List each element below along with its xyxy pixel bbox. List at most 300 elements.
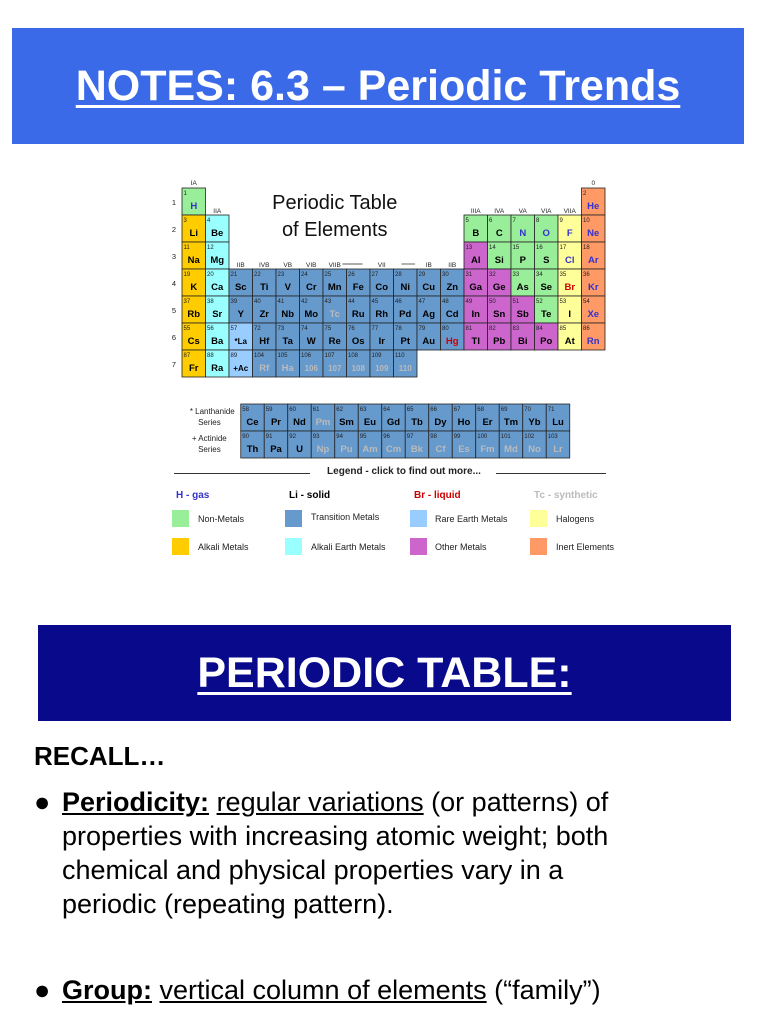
group-label: IIA [213,208,222,215]
element-cell-P[interactable] [511,242,535,269]
atomic-number: 91 [265,434,273,440]
element-cell-No[interactable] [523,431,547,458]
element-symbol: As [516,282,529,293]
swatch-halogens[interactable] [530,510,547,527]
atomic-number: 32 [489,272,496,278]
element-symbol: Ru [351,309,365,320]
legend-state-synthetic: Tc - synthetic [534,490,598,501]
element-cell-Sm[interactable] [335,404,359,431]
element-cell-Ho[interactable] [452,404,476,431]
lanthanide-label: Series [198,418,221,427]
element-symbol: I [568,309,572,320]
atomic-number: 80 [442,326,449,332]
element-symbol: At [564,336,575,347]
group-label: IIIA [470,208,481,215]
element-cell-Sn[interactable] [488,296,512,323]
periodic-table-title: Periodic Table [272,192,398,214]
element-cell-Ga[interactable] [464,269,488,296]
element-cell-F[interactable] [558,215,582,242]
element-cell-Ar[interactable] [582,242,606,269]
element-cell-Cu[interactable] [417,269,441,296]
element-cell-He[interactable] [582,188,606,215]
legend-alkaline-earth[interactable]: Alkali Earth Metals [311,542,386,552]
atomic-number: 3 [183,218,187,224]
atomic-number: 20 [207,272,214,278]
element-cell-Cr[interactable] [300,269,324,296]
element-cell-Lr[interactable] [546,431,570,458]
element-cell-H[interactable] [182,188,206,215]
element-cell-*La[interactable] [229,323,253,350]
element-cell-Sb[interactable] [511,296,535,323]
element-cell-Nb[interactable] [276,296,300,323]
element-cell-Bi[interactable] [511,323,535,350]
swatch-other[interactable] [410,538,427,555]
element-symbol: Bk [410,444,424,455]
element-symbol: +Ac [233,364,249,373]
atomic-number: 55 [183,326,191,332]
legend-rule-left [174,473,310,474]
legend-alkali[interactable]: Alkali Metals [198,542,249,552]
element-cell-Fe[interactable] [347,269,371,296]
element-symbol: Sm [339,417,354,428]
element-cell-+Ac[interactable] [229,350,253,377]
element-cell-Bk[interactable] [405,431,429,458]
element-cell-Am[interactable] [358,431,382,458]
element-cell-U[interactable] [288,431,312,458]
element-symbol: Xe [587,309,600,320]
periodicity-text-2: properties with increasing atomic weight; both [62,821,609,851]
element-symbol: He [587,201,600,212]
atomic-number: 72 [254,326,261,332]
element-symbol: Tc [329,309,340,320]
legend-halogens[interactable]: Halogens [556,514,595,524]
atomic-number: 16 [536,245,543,251]
element-symbol: Am [362,444,378,455]
element-cell-Sc[interactable] [229,269,253,296]
section-banner [38,625,731,721]
element-cell-Rf[interactable] [253,350,277,377]
element-symbol: Os [351,336,365,347]
element-cell-Rh[interactable] [370,296,394,323]
element-cell-Np[interactable] [311,431,335,458]
element-symbol: Se [540,282,553,293]
atomic-number: 49 [465,299,473,305]
element-cell-Rn[interactable] [582,323,606,350]
group-label: VIA [541,208,552,215]
element-symbol: Re [328,336,341,347]
element-symbol: K [190,282,198,293]
atomic-number: 68 [477,407,484,413]
element-symbol: Hf [259,336,270,347]
element-symbol: Pr [270,417,282,428]
atomic-number: 21 [230,272,238,278]
element-cell-Fr[interactable] [182,350,206,377]
element-symbol: Rh [375,309,389,320]
atomic-number: 37 [183,299,191,305]
atomic-number: 62 [336,407,343,413]
element-cell-Re[interactable] [323,323,347,350]
element-cell-Hf[interactable] [253,323,277,350]
element-cell-S[interactable] [535,242,559,269]
atomic-number: 67 [453,407,461,413]
element-cell-Mn[interactable] [323,269,347,296]
element-cell-Pu[interactable] [335,431,359,458]
atomic-number: 27 [371,272,379,278]
element-cell-Zr[interactable] [253,296,277,323]
atomic-number: 105 [277,353,288,359]
legend-inert[interactable]: Inert Elements [556,542,615,552]
element-symbol: Yb [528,417,541,428]
element-cell-107[interactable] [323,350,347,377]
atomic-number: 79 [418,326,426,332]
legend-other[interactable]: Other Metals [435,542,487,552]
element-cell-Cf[interactable] [429,431,453,458]
element-cell-Dy[interactable] [429,404,453,431]
element-cell-Si[interactable] [488,242,512,269]
atomic-number: 42 [301,299,308,305]
atomic-number: 7 [512,218,516,224]
legend-header [174,466,606,480]
atomic-number: 6 [489,218,493,224]
element-symbol: Ti [260,282,269,293]
element-cell-Es[interactable] [452,431,476,458]
element-symbol: Tm [503,417,519,428]
atomic-number: 36 [583,272,590,278]
atomic-number: 96 [383,434,390,440]
swatch-rare-earth[interactable] [410,510,427,527]
element-symbol: Dy [434,417,447,428]
element-symbol: Ra [211,363,224,374]
element-symbol: Ni [400,282,410,293]
element-cell-B[interactable] [464,215,488,242]
element-symbol: Ge [492,282,506,293]
element-symbol: Sb [516,309,529,320]
element-cell-Cd[interactable] [441,296,465,323]
atomic-number: 101 [500,434,511,440]
element-cell-Ni[interactable] [394,269,418,296]
atomic-number: 25 [324,272,332,278]
element-symbol: Pm [315,417,331,428]
atomic-number: 95 [359,434,367,440]
atomic-number: 31 [465,272,473,278]
period-label: 6 [171,333,177,342]
group-label: 0 [591,180,596,187]
element-cell-109[interactable] [370,350,394,377]
atomic-number: 85 [559,326,567,332]
atomic-number: 93 [312,434,320,440]
element-cell-N[interactable] [511,215,535,242]
element-symbol: Hg [445,336,459,347]
element-cell-Te[interactable] [535,296,559,323]
atomic-number: 70 [524,407,531,413]
element-symbol: Kr [587,282,599,293]
element-symbol: 108 [351,364,365,373]
element-cell-Ta[interactable] [276,323,300,350]
atomic-number: 22 [254,272,261,278]
atomic-number: 94 [336,434,343,440]
element-cell-As[interactable] [511,269,535,296]
element-cell-Po[interactable] [535,323,559,350]
atomic-number: 63 [359,407,367,413]
element-cell-Cs[interactable] [182,323,206,350]
atomic-number: 4 [207,218,211,224]
element-symbol: Nd [293,417,306,428]
element-cell-Er[interactable] [476,404,500,431]
periodic-table-grid[interactable] [164,176,624,466]
element-cell-Pt[interactable] [394,323,418,350]
atomic-number: 84 [536,326,543,332]
atomic-number: 73 [277,326,285,332]
atomic-number: 64 [383,407,390,413]
legend-transition[interactable]: Transition Metals [311,512,380,522]
swatch-alkaline-earth[interactable] [285,538,302,555]
periodic-table-figure [164,176,624,561]
element-cell-Ba[interactable] [206,323,230,350]
atomic-number: 19 [183,272,191,278]
group-label: IB [425,262,432,269]
element-symbol: Bi [518,336,528,347]
element-cell-Hg[interactable] [441,323,465,350]
period-label: 1 [171,198,177,207]
element-cell-Pb[interactable] [488,323,512,350]
element-symbol: No [528,444,541,455]
element-symbol: Co [375,282,389,293]
element-cell-Br[interactable] [558,269,582,296]
element-symbol: Ce [246,417,259,428]
atomic-number: 65 [406,407,414,413]
element-cell-Pm[interactable] [311,404,335,431]
element-cell-Tl[interactable] [464,323,488,350]
period-label: 4 [171,279,177,288]
atomic-number: 81 [465,326,473,332]
atomic-number: 87 [183,353,191,359]
element-cell-Al[interactable] [464,242,488,269]
element-cell-Zn[interactable] [441,269,465,296]
atomic-number: 97 [406,434,414,440]
group-label: VII [377,262,386,269]
atomic-number: 18 [583,245,590,251]
element-cell-Tb[interactable] [405,404,429,431]
atomic-number: 46 [395,299,402,305]
atomic-number: 71 [547,407,555,413]
atomic-number: 89 [230,353,238,359]
element-cell-Sr[interactable] [206,296,230,323]
element-cell-Pd[interactable] [394,296,418,323]
element-symbol: Sn [493,309,506,320]
legend-title[interactable]: Legend - click to find out more... [327,466,481,477]
atomic-number: 59 [265,407,273,413]
element-symbol: Pt [400,336,410,347]
element-cell-Ag[interactable] [417,296,441,323]
atomic-number: 15 [512,245,520,251]
element-cell-Mo[interactable] [300,296,324,323]
periodicity-text-4: periodic (repeating pattern). [62,889,394,919]
element-cell-Ru[interactable] [347,296,371,323]
element-cell-C[interactable] [488,215,512,242]
element-symbol: Gd [386,417,401,428]
element-symbol: Rb [187,309,201,320]
element-symbol: Zr [259,309,269,320]
group-definition [62,973,752,1007]
atomic-number: 44 [348,299,355,305]
element-symbol: Si [494,255,504,266]
element-cell-Lu[interactable] [546,404,570,431]
element-symbol: 110 [398,364,412,373]
element-cell-Fm[interactable] [476,431,500,458]
element-cell-Y[interactable] [229,296,253,323]
atomic-number: 92 [289,434,296,440]
atomic-number: 40 [254,299,261,305]
group-label: VA [518,208,527,215]
element-symbol: Cf [435,444,446,455]
element-cell-Xe[interactable] [582,296,606,323]
element-cell-Ne[interactable] [582,215,606,242]
element-symbol: S [543,255,550,266]
swatch-inert[interactable] [530,538,547,555]
atomic-number: 8 [536,218,540,224]
element-symbol: Fe [352,282,364,293]
element-symbol: Tl [471,336,480,347]
element-cell-Ir[interactable] [370,323,394,350]
atomic-number: 56 [207,326,214,332]
atomic-number: 14 [489,245,496,251]
element-cell-In[interactable] [464,296,488,323]
element-symbol: Al [471,255,481,266]
atomic-number: 74 [301,326,308,332]
element-cell-Co[interactable] [370,269,394,296]
lanthanide-label: * Lanthanide [189,407,235,416]
element-cell-V[interactable] [276,269,300,296]
atomic-number: 99 [453,434,461,440]
element-cell-Tc[interactable] [323,296,347,323]
section-title: PERIODIC TABLE: [197,648,572,697]
element-symbol: F [566,228,573,239]
element-symbol: Fr [189,363,199,374]
element-cell-Cm[interactable] [382,431,406,458]
atomic-number: 1 [183,191,187,197]
element-symbol: Mg [210,255,225,266]
element-cell-Rb[interactable] [182,296,206,323]
element-symbol: V [284,282,291,293]
element-cell-Cl[interactable] [558,242,582,269]
element-cell-Li[interactable] [182,215,206,242]
element-cell-I[interactable] [558,296,582,323]
element-cell-Au[interactable] [417,323,441,350]
atomic-number: 100 [477,434,488,440]
element-symbol: Ta [282,336,293,347]
element-cell-Tm[interactable] [499,404,523,431]
legend-state-gas: H - gas [176,490,210,501]
element-cell-Ge[interactable] [488,269,512,296]
element-cell-Pa[interactable] [264,431,288,458]
atomic-number: 66 [430,407,437,413]
legend-rare-earth[interactable]: Rare Earth Metals [435,514,508,524]
atomic-number: 41 [277,299,285,305]
atomic-number: 52 [536,299,543,305]
element-symbol: Mn [327,282,342,293]
element-symbol: Ba [211,336,224,347]
element-symbol: Rf [259,363,270,374]
element-cell-Ce[interactable] [241,404,265,431]
element-cell-Ha[interactable] [276,350,300,377]
element-cell-Be[interactable] [206,215,230,242]
swatch-transition[interactable] [285,510,302,527]
element-cell-Ti[interactable] [253,269,277,296]
element-symbol: Ca [211,282,224,293]
element-cell-Yb[interactable] [523,404,547,431]
element-cell-W[interactable] [300,323,324,350]
element-symbol: Ha [281,363,294,374]
element-cell-Eu[interactable] [358,404,382,431]
periodicity-definition [62,785,752,921]
element-cell-Ra[interactable] [206,350,230,377]
element-cell-Nd[interactable] [288,404,312,431]
atomic-number: 108 [348,353,359,359]
page-title: NOTES: 6.3 – Periodic Trends [75,61,681,110]
element-cell-Os[interactable] [347,323,371,350]
element-cell-108[interactable] [347,350,371,377]
periodic-table-title: of Elements [281,219,388,241]
atomic-number: 43 [324,299,332,305]
element-cell-Kr[interactable] [582,269,606,296]
element-cell-Mg[interactable] [206,242,230,269]
atomic-number: 38 [207,299,214,305]
element-symbol: H [190,201,198,212]
element-cell-At[interactable] [558,323,582,350]
atomic-number: 75 [324,326,332,332]
element-symbol: Zn [446,282,459,293]
element-symbol: N [519,228,527,239]
element-symbol: O [542,228,550,239]
atomic-number: 86 [583,326,590,332]
legend-rule-right [496,473,606,474]
element-cell-Pr[interactable] [264,404,288,431]
element-symbol: 106 [304,364,318,373]
element-cell-Ca[interactable] [206,269,230,296]
element-cell-Gd[interactable] [382,404,406,431]
element-symbol: Pb [493,336,506,347]
group-label: VB [283,262,293,269]
legend-nonmetals[interactable]: Non-Metals [198,514,245,524]
group-key-phrase: vertical column of elements [159,975,487,1005]
element-symbol: Mo [304,309,319,320]
element-cell-Na[interactable] [182,242,206,269]
atomic-number: 50 [489,299,496,305]
atomic-number: 47 [418,299,426,305]
swatch-nonmetals[interactable] [172,510,189,527]
element-cell-O[interactable] [535,215,559,242]
element-cell-106[interactable] [300,350,324,377]
element-symbol: Cd [445,309,459,320]
element-cell-110[interactable] [394,350,418,377]
element-symbol: B [472,228,480,239]
swatch-alkali[interactable] [172,538,189,555]
atomic-number: 26 [348,272,355,278]
group-label: IIB [236,262,245,269]
element-cell-Md[interactable] [499,431,523,458]
element-cell-K[interactable] [182,269,206,296]
atomic-number: 23 [277,272,285,278]
element-symbol: In [471,309,480,320]
element-symbol: Br [564,282,576,293]
element-symbol: 109 [375,364,389,373]
periodicity-key-phrase: regular variations [216,787,424,817]
element-symbol: Er [482,417,493,428]
atomic-number: 9 [559,218,563,224]
period-label: 5 [171,306,177,315]
element-cell-Se[interactable] [535,269,559,296]
element-cell-Th[interactable] [241,431,265,458]
